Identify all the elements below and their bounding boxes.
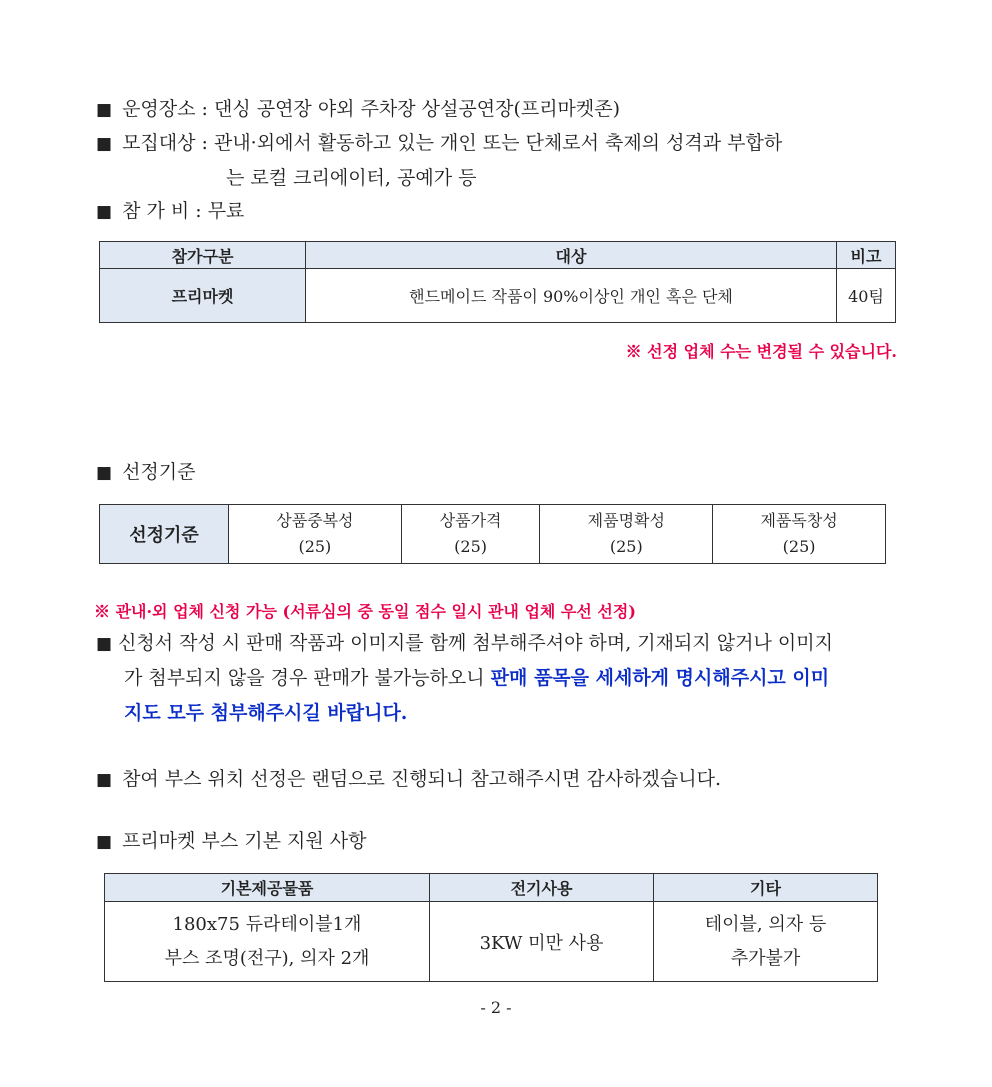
table-cell-target: 핸드메이드 작품이 90%이상인 개인 혹은 단체 <box>306 269 837 323</box>
square-bullet-icon: ■ <box>96 832 113 852</box>
square-bullet-icon: ■ <box>96 770 113 790</box>
criteria-name: 상품중복성 <box>276 511 354 530</box>
application-line2 <box>124 666 829 690</box>
booth-location-line <box>96 767 721 792</box>
target-label: 모집대상 : <box>122 132 208 154</box>
table-header: 전기사용 <box>430 874 654 902</box>
table-cell-category: 프리마켓 <box>100 269 306 323</box>
criteria-heading: 선정기준 <box>122 461 196 483</box>
booth-location-text: 참여 부스 위치 선정은 랜덤으로 진행되니 참고해주시면 감사하겠습니다. <box>122 768 722 790</box>
venue-label: 운영장소 : <box>122 98 208 120</box>
application-emphasis: 판매 품목을 세세하게 명시해주시고 이미 <box>490 667 830 689</box>
square-bullet-icon: ■ <box>96 202 113 222</box>
table-header: 비고 <box>837 242 896 269</box>
criteria-name: 제품독창성 <box>760 511 838 530</box>
support-etc-line1: 테이블, 의자 등 <box>704 913 827 935</box>
support-etc-line2: 추가불가 <box>730 947 801 969</box>
table-header: 기본제공물품 <box>105 874 430 902</box>
square-bullet-icon: ■ <box>96 134 113 154</box>
table-header: 참가구분 <box>100 242 306 269</box>
criteria-heading-line <box>96 460 195 485</box>
criteria-table <box>99 504 886 564</box>
criteria-score: (25) <box>782 537 816 556</box>
target-line2: 는 로컬 크리에이터, 공예가 등 <box>226 167 477 189</box>
criteria-score: (25) <box>298 537 332 556</box>
criteria-item <box>713 505 886 564</box>
criteria-name: 상품가격 <box>439 511 502 530</box>
table-cell-note: 40팀 <box>837 269 896 323</box>
criteria-item <box>540 505 713 564</box>
table-header: 대상 <box>306 242 837 269</box>
application-line3: 지도 모두 첨부해주시길 바랍니다. <box>124 702 408 724</box>
support-items-line2: 부스 조명(전구), 의자 2개 <box>164 947 370 969</box>
criteria-score: (25) <box>454 537 488 556</box>
support-heading-line <box>96 829 366 854</box>
square-bullet-icon: ■ <box>96 100 113 120</box>
participation-table <box>99 241 896 323</box>
venue-line <box>96 97 620 122</box>
table-header: 기타 <box>654 874 878 902</box>
criteria-item <box>229 505 402 564</box>
criteria-row-label: 선정기준 <box>100 505 229 564</box>
criteria-item <box>401 505 540 564</box>
square-bullet-icon: ■ <box>96 463 113 483</box>
selection-note: ※ 선정 업체 수는 변경될 수 있습니다. <box>625 342 897 361</box>
fee-line <box>96 199 244 224</box>
fee-label: 참 가 비 : <box>122 200 202 222</box>
application-line1 <box>96 631 833 656</box>
square-bullet-icon: ■ <box>96 634 113 654</box>
support-power-cell: 3KW 미만 사용 <box>430 902 654 982</box>
application-text1: 신청서 작성 시 판매 작품과 이미지를 함께 첨부해주셔야 하며, 기재되지 않거나 이미지 <box>118 632 833 654</box>
page-number: - 2 - <box>480 998 512 1017</box>
venue-value: 댄싱 공연장 야외 주차장 상설공연장(프리마켓존) <box>213 98 621 120</box>
criteria-name: 제품명확성 <box>587 511 665 530</box>
fee-value: 무료 <box>207 200 245 222</box>
target-line <box>96 131 896 156</box>
support-etc-cell <box>654 902 878 982</box>
support-heading: 프리마켓 부스 기본 지원 사항 <box>122 830 367 852</box>
criteria-note: ※ 관내·외 업체 신청 가능 (서류심의 중 동일 점수 일시 관내 업체 우선 선정) <box>94 602 636 621</box>
support-items-line1: 180x75 듀라테이블1개 <box>172 913 362 935</box>
application-text2: 가 첨부되지 않을 경우 판매가 불가능하오니 <box>124 667 491 689</box>
support-items-cell <box>105 902 430 982</box>
target-line1: 관내·외에서 활동하고 있는 개인 또는 단체로서 축제의 성격과 부합하 <box>213 132 783 154</box>
criteria-score: (25) <box>609 537 643 556</box>
support-table <box>104 873 878 982</box>
